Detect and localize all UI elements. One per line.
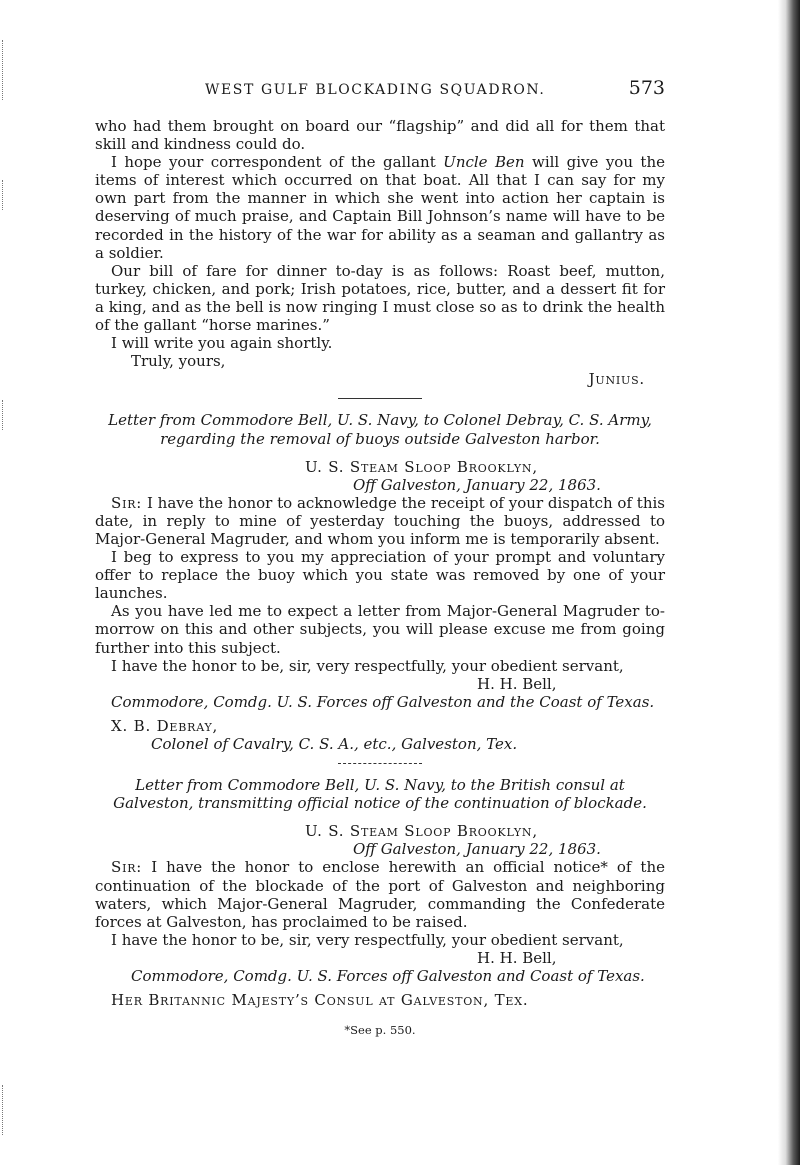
text-run: I hope your correspondent of the gallant <box>111 153 444 172</box>
addressee-title: Colonel of Cavalry, C. S. A., etc., Galveston, Tex. <box>151 735 518 753</box>
page-body <box>95 117 665 1039</box>
text-run: I have the honor to enclose herewith an official notice* of the continuation of the blockade of the port of Galveston and neighboring waters, which Major-General Magruder, commanding the Confederate forces at Galveston, has proclaimed to be raised. <box>95 858 665 931</box>
salutation: Sir: <box>111 493 143 512</box>
margin-mark <box>2 40 11 100</box>
paragraph: who had them brought on board our “flagship” and did all for them that skill and kindness could do. <box>95 117 665 154</box>
section-rule <box>338 763 422 764</box>
text-run: I have the honor to acknowledge the receipt of your dispatch of this date, in reply to mine of yesterday touching the buoys, addressed to Major-General Magruder, and whom you inform me is temporarily absent. <box>95 493 665 548</box>
margin-mark <box>2 1085 11 1135</box>
place-date: Off Galveston, January 22, 1863. <box>353 840 601 859</box>
addressee: X. B. Debray, <box>111 716 219 735</box>
page-header <box>95 77 665 104</box>
margin-mark <box>2 180 11 210</box>
paragraph: I have the honor to be, sir, very respectfully, your obedient servant, <box>111 930 624 949</box>
signer-title: Commodore, Comdg. U. S. Forces off Galveston and the Coast of Texas. <box>111 692 655 711</box>
paragraph: I will write you again shortly. <box>111 334 333 353</box>
closing: Truly, yours, <box>131 352 226 371</box>
addressee: Her Britannic Majesty’s Consul at Galveston, Tex. <box>111 991 529 1010</box>
place-date: Off Galveston, January 22, 1863. <box>353 475 601 494</box>
section-rule <box>338 398 422 399</box>
letter-caption: Letter from Commodore Bell, U. S. Navy, to the British consul at Galveston, transmitting official notice of the continuation of blockade. <box>113 776 647 813</box>
signer: H. H. Bell, <box>477 674 557 693</box>
margin-mark <box>2 400 11 430</box>
vessel-heading: U. S. Steam Sloop Brooklyn, <box>305 457 538 476</box>
paragraph: I have the honor to be, sir, very respectfully, your obedient servant, <box>111 656 624 675</box>
signer: H. H. Bell, <box>477 948 557 967</box>
ship-name: Uncle Ben <box>443 153 525 172</box>
book-spine-shadow <box>778 0 800 1165</box>
letter-caption: Letter from Commodore Bell, U. S. Navy, to Colonel Debray, C. S. Army, regarding the removal of buoys outside Galveston harbor. <box>108 411 652 448</box>
paragraph <box>95 858 665 930</box>
paragraph <box>95 494 665 548</box>
page-number: 573 <box>628 77 665 99</box>
paragraph: Our bill of fare for dinner to-day is as follows: Roast beef, mutton, turkey, chicken, and pork; Irish potatoes, rice, butter, and a dessert fit for a king, and as the bell is now ringing I must close so as to drink the health of the gallant “horse marines.” <box>95 261 665 335</box>
paragraph: As you have led me to expect a letter from Major-General Magruder to-morrow on this and other subjects, you will please excuse me from going further into this subject. <box>95 602 665 657</box>
paragraph: I beg to express to you my appreciation of your prompt and voluntary offer to replace the buoy which you state was removed by one of your launches. <box>95 548 665 603</box>
text-run: will give you the items of interest which occurred on that boat. All that I can say for my own part from the manner in which she went into action her captain is deserving of much praise, and Captain Bill Johnson’s name will have to be recorded in the history of the war for ability as a seaman and gallantry as a soldier. <box>95 153 665 262</box>
running-head: WEST GULF BLOCKADING SQUADRON. <box>205 82 546 98</box>
salutation: Sir: <box>111 858 143 877</box>
paragraph <box>95 153 665 262</box>
signer-title: Commodore, Comdg. U. S. Forces off Galveston and Coast of Texas. <box>131 967 645 986</box>
vessel-heading: U. S. Steam Sloop Brooklyn, <box>305 822 538 841</box>
footnote: *See p. 550. <box>344 1023 416 1038</box>
signature: Junius. <box>588 370 645 389</box>
